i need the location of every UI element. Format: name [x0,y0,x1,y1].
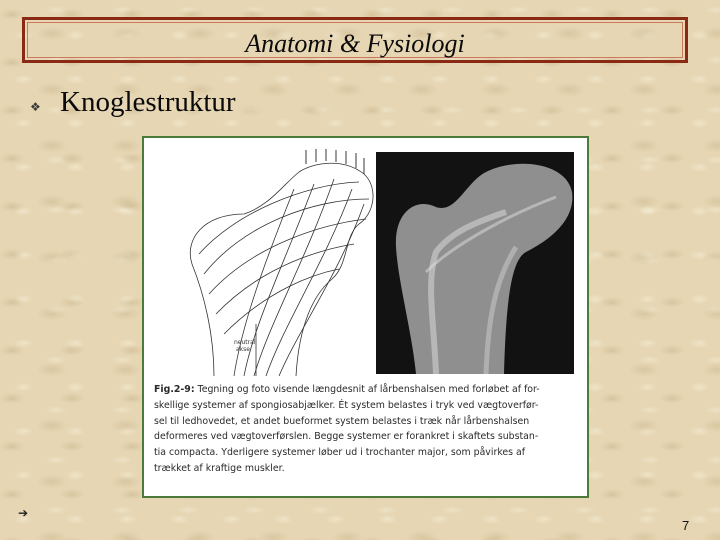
page-number: 7 [682,518,690,533]
caption-line: skellige systemer af spongiosabjælker. Ét system belastes i tryk ved vægtoverfør- [154,399,539,411]
caption-line: Tegning og foto visende længdesnit af lårbenshalsen med forløbet af for- [194,384,540,395]
caption-line: tia compacta. Yderligere systemer løber ud i trochanter major, som påvirkes af [154,447,526,459]
caption-line: trækket af kraftige muskler. [154,462,285,474]
caption-label: Fig.2-9: [154,384,195,395]
femur-drawing [174,144,384,376]
caption-line: sel til ledhovedet, et andet bueformet system belastes i træk når lårbenshalsen [154,415,530,427]
title-frame [22,17,688,63]
figure-panel [142,136,589,498]
figure-caption [154,382,579,477]
caption-line: deformeres ved vægtoverførslen. Begge systemer er forankret i skaftets substan- [154,431,539,443]
neutral-axis-label: neutral [234,339,256,346]
neutral-axis-label-2: akse [236,346,250,353]
four-diamond-bullet-icon: ❖ [30,100,41,114]
slide-heading: Knoglestruktur [60,86,236,118]
femur-photo [376,152,574,374]
right-arrow-icon[interactable]: ➔ [18,506,29,520]
slide-title: Anatomi & Fysiologi [245,29,465,58]
